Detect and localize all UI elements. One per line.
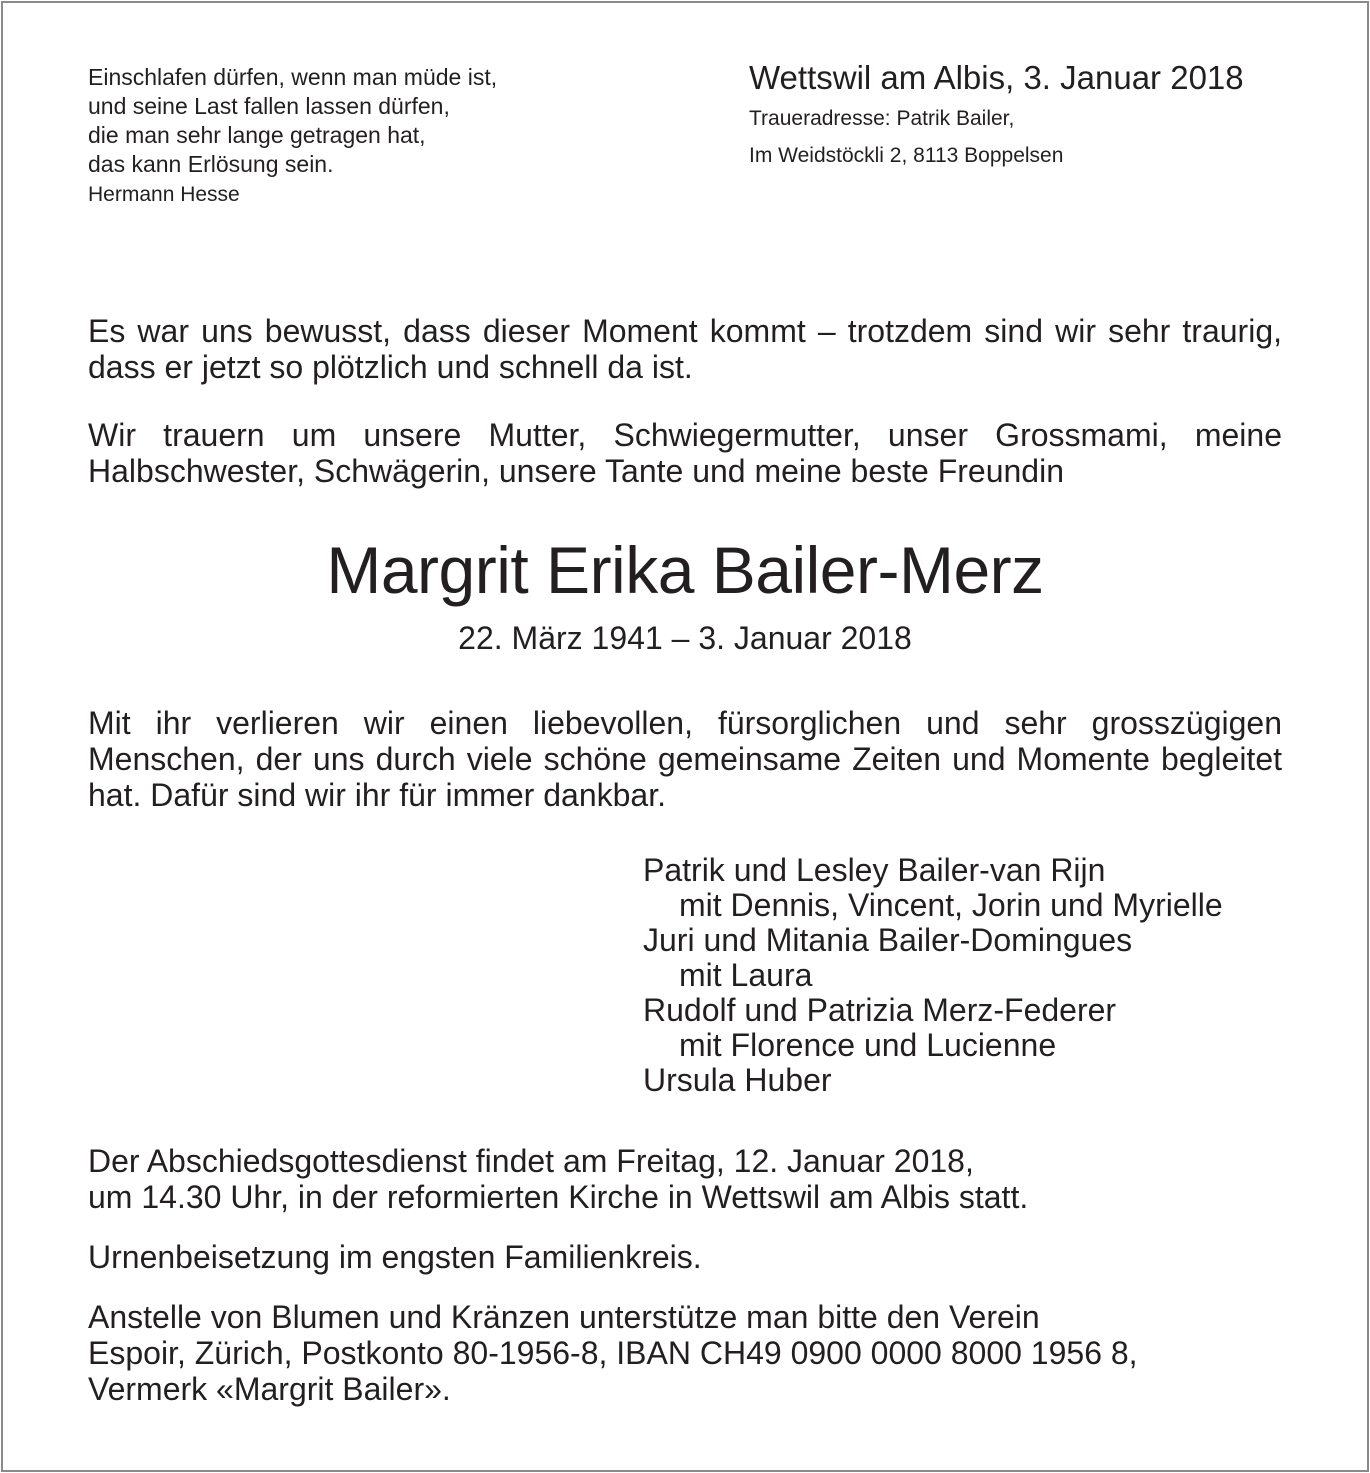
service-line-2: um 14.30 Uhr, in der reformierten Kirche in Wettswil am Albis statt.: [88, 1179, 1029, 1215]
mourning-address-line-2: Im Weidstöckli 2, 8113 Boppelsen: [749, 144, 1064, 167]
life-dates: 22. März 1941 – 3. Januar 2018: [458, 620, 912, 656]
mourner-entry: Ursula Huber: [643, 1062, 832, 1098]
mourner-children: mit Dennis, Vincent, Jorin und Myrielle: [679, 887, 1223, 923]
epigraph-quote: [88, 63, 497, 209]
mourning-address-line-1: Traueradresse: Patrik Bailer,: [749, 107, 1015, 130]
mourner-entry: Rudolf und Patrizia Merz-Federer: [643, 992, 1117, 1028]
header-address-block: [749, 58, 1244, 174]
donation-line-2: Espoir, Zürich, Postkonto 80-1956-8, IBAN CH49 0900 0000 8000 1956 8,: [88, 1335, 1138, 1371]
quote-author: Hermann Hesse: [88, 183, 240, 206]
quote-line: die man sehr lange getragen hat,: [88, 122, 426, 148]
deceased-name: Margrit Erika Bailer-Merz: [326, 533, 1044, 607]
donation-line-1: Anstelle von Blumen und Kränzen unterstütze man bitte den Verein: [88, 1299, 1040, 1335]
intro-paragraph-2: Wir trauern um unsere Mutter, Schwiegermutter, unser Grossmami, meine Halbschwester, Schwägerin, unsere Tante und meine beste Freundin: [88, 417, 1282, 489]
funeral-service-info: [88, 1143, 1028, 1215]
place-date: Wettswil am Albis, 3. Januar 2018: [749, 59, 1244, 96]
mourner-entry: Juri und Mitania Bailer-Domingues: [643, 922, 1133, 958]
quote-line: und seine Last fallen lassen dürfen,: [88, 93, 450, 119]
quote-line: Einschlafen dürfen, wenn man müde ist,: [88, 64, 498, 90]
tribute-paragraph: Mit ihr verlieren wir einen liebevollen, fürsorglichen und sehr grosszügigen Menschen, der uns durch viele schöne gemeinsame Zeiten und Momente begleitet hat. Dafür sind wir ihr für immer dankbar.: [88, 705, 1282, 813]
service-line-1: Der Abschiedsgottesdienst findet am Freitag, 12. Januar 2018,: [88, 1143, 974, 1179]
mourners-list: [643, 853, 1223, 1098]
quote-line: das kann Erlösung sein.: [88, 151, 334, 177]
mourner-entry: Patrik und Lesley Bailer-van Rijn: [643, 852, 1106, 888]
donation-line-3: Vermerk «Margrit Bailer».: [88, 1371, 451, 1407]
donation-info: [88, 1299, 1138, 1407]
mourner-children: mit Laura: [679, 957, 813, 993]
mourner-children: mit Florence und Lucienne: [679, 1027, 1057, 1063]
urn-burial-info: Urnenbeisetzung im engsten Familienkreis.: [88, 1239, 702, 1275]
intro-paragraph-1: Es war uns bewusst, dass dieser Moment kommt – trotzdem sind wir sehr traurig, dass er jetzt so plötzlich und schnell da ist.: [88, 313, 1282, 385]
